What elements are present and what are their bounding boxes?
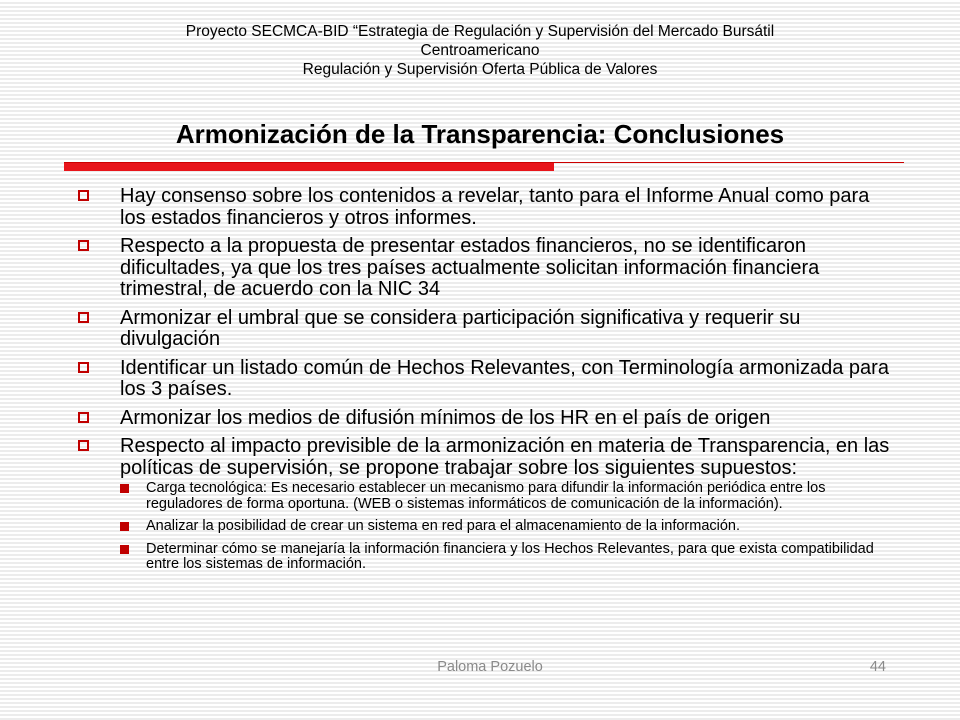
bullet-item xyxy=(78,358,900,401)
bullet-list xyxy=(78,186,900,580)
bullet-item xyxy=(78,308,900,351)
sub-bullet-text: Analizar la posibilidad de crear un sistema en red para el almacenamiento de la información. xyxy=(146,518,741,534)
title-divider-thick xyxy=(64,163,554,171)
hollow-square-bullet-icon xyxy=(78,190,89,201)
bullet-item xyxy=(78,236,900,301)
bullet-text: Identificar un listado común de Hechos Relevantes, con Terminología armonizada para los 3 países. xyxy=(120,356,889,400)
page-number: 44 xyxy=(869,659,886,675)
hollow-square-bullet-icon xyxy=(78,412,89,423)
bullet-item xyxy=(78,436,900,479)
sub-bullet-list xyxy=(78,481,900,573)
sub-bullet-text: Carga tecnológica: Es necesario establecer un mecanismo para difundir la información periódica entre los reguladores de forma oportuna. (WEB o sistemas informáticos de comunicación de la información). xyxy=(146,480,826,512)
bullet-text: Respecto a la propuesta de presentar estados financieros, no se identificaron dificultades, ya que los tres países actualmente solicitan información financiera trimestral, de acuerdo con la NIC 34 xyxy=(120,235,820,300)
filled-square-bullet-icon xyxy=(120,522,129,531)
footer-author: Paloma Pozuelo xyxy=(437,659,543,675)
filled-square-bullet-icon xyxy=(120,484,129,493)
hollow-square-bullet-icon xyxy=(78,312,89,323)
slide-header xyxy=(70,22,890,79)
bullet-text: Armonizar los medios de difusión mínimos de los HR en el país de origen xyxy=(120,406,771,429)
hollow-square-bullet-icon xyxy=(78,440,89,451)
bullet-text: Hay consenso sobre los contenidos a revelar, tanto para el Informe Anual como para los estados financieros y otros informes. xyxy=(120,185,870,229)
bullet-item xyxy=(78,408,900,430)
header-line-3: Regulación y Supervisión Oferta Pública de Valores xyxy=(302,61,658,78)
sub-bullet-item xyxy=(120,481,900,512)
hollow-square-bullet-icon xyxy=(78,240,89,251)
bullet-text: Armonizar el umbral que se considera participación significativa y requerir su divulgación xyxy=(120,306,801,350)
bullet-item xyxy=(78,186,900,229)
slide-title: Armonización de la Transparencia: Conclusiones xyxy=(175,119,785,149)
sub-bullet-item xyxy=(120,542,900,573)
header-line-1: Proyecto SECMCA-BID “Estrategia de Regulación y Supervisión del Mercado Bursátil xyxy=(185,23,775,40)
sub-bullet-item xyxy=(120,519,900,535)
filled-square-bullet-icon xyxy=(120,545,129,554)
header-line-2: Centroamericano xyxy=(420,42,540,59)
hollow-square-bullet-icon xyxy=(78,362,89,373)
sub-bullet-text: Determinar cómo se manejaría la información financiera y los Hechos Relevantes, para que exista compatibilidad entre los sistemas de información. xyxy=(146,540,874,572)
bullet-text: Respecto al impacto previsible de la armonización en materia de Transparencia, en las políticas de supervisión, se propone trabajar sobre los siguientes supuestos: xyxy=(120,435,890,479)
